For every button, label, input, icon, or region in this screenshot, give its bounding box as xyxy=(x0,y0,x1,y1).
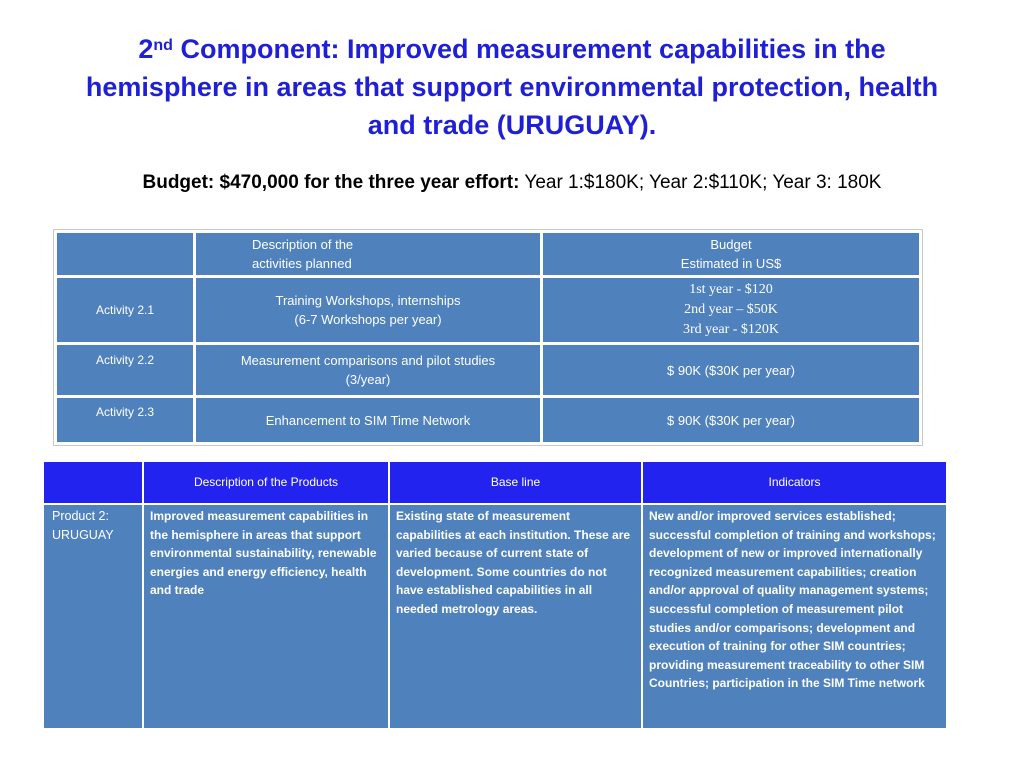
slide-title xyxy=(70,30,954,144)
product-label xyxy=(44,505,142,728)
activity-budget-line1: 1st year - $120 xyxy=(689,282,773,297)
product-baseline-text: Existing state of measurement capabilities at each institution. These are varied because of current state of development. Some countries do not have established capabilities in all needed metrology areas. xyxy=(396,509,631,616)
product-baseline xyxy=(390,505,641,728)
activity-description-line2: (6-7 Workshops per year) xyxy=(294,312,442,327)
activity-label: Activity 2.1 xyxy=(57,278,193,342)
budget-line xyxy=(40,170,984,196)
title-ordinal: 2 xyxy=(138,34,154,64)
table-header-row xyxy=(57,233,919,275)
product-indicators-text: New and/or improved services established; successful completion of training and workshops; development of new or improved internationally recognized measurement capabilities; creation and/or approval of quality management systems; successful completion of measurement pilot studies and/or comparisons; development and execution of training for other SIM countries; providing measurement traceability to other SIM Countries; participation in the SIM Time network xyxy=(649,509,936,691)
activities-table xyxy=(53,229,923,446)
table-header-row xyxy=(44,462,946,503)
products-table xyxy=(42,460,948,730)
product-description-text: Improved measurement capabilities in the hemisphere in areas that support environmental sustainability, renewable energies and energy efficiency, health and trade xyxy=(150,509,377,598)
header-products: Description of the Products xyxy=(144,462,388,503)
header-budget-line1: Budget xyxy=(710,237,752,252)
table-row xyxy=(57,345,919,395)
header-budget xyxy=(543,233,919,275)
budget-label: Budget: $470,000 for the three year effort: xyxy=(142,172,520,193)
header-blank xyxy=(57,233,193,275)
header-description-line1: Description of the xyxy=(252,237,354,252)
activity-description: Enhancement to SIM Time Network xyxy=(196,398,540,442)
table-row xyxy=(57,278,919,342)
activity-label: Activity 2.3 xyxy=(57,398,193,442)
activity-budget: $ 90K ($30K per year) xyxy=(543,345,919,395)
activity-label: Activity 2.2 xyxy=(57,345,193,395)
title-text: Component: Improved measurement capabilities in the hemisphere in areas that support environmental protection, health and trade (URUGUAY). xyxy=(85,34,939,140)
activity-budget xyxy=(543,278,919,342)
product-label-line1: Product 2: xyxy=(52,509,109,523)
product-label-line2: URUGUAY xyxy=(52,527,114,542)
activity-description-line1: Measurement comparisons and pilot studies xyxy=(240,353,496,368)
activity-description xyxy=(196,345,540,395)
table-row xyxy=(57,398,919,442)
activity-description-line1: Training Workshops, internships xyxy=(275,293,461,308)
product-indicators xyxy=(643,505,946,728)
header-indicators: Indicators xyxy=(643,462,946,503)
title-ordinal-suffix: nd xyxy=(153,37,173,54)
table-row xyxy=(44,505,946,728)
header-description xyxy=(196,233,540,275)
header-description-line2: activities planned xyxy=(252,256,352,271)
header-baseline: Base line xyxy=(390,462,641,503)
activity-description xyxy=(196,278,540,342)
activity-description-line2: (3/year) xyxy=(345,372,391,387)
activity-budget-line2: 2nd year – $50K xyxy=(684,302,778,317)
product-description xyxy=(144,505,388,728)
header-blank xyxy=(44,462,142,503)
budget-detail: Year 1:$180K; Year 2:$110K; Year 3: 180K xyxy=(519,172,882,193)
activity-budget-line3: 3rd year - $120K xyxy=(682,322,780,337)
activity-budget: $ 90K ($30K per year) xyxy=(543,398,919,442)
header-budget-line2: Estimated in US$ xyxy=(680,256,782,271)
